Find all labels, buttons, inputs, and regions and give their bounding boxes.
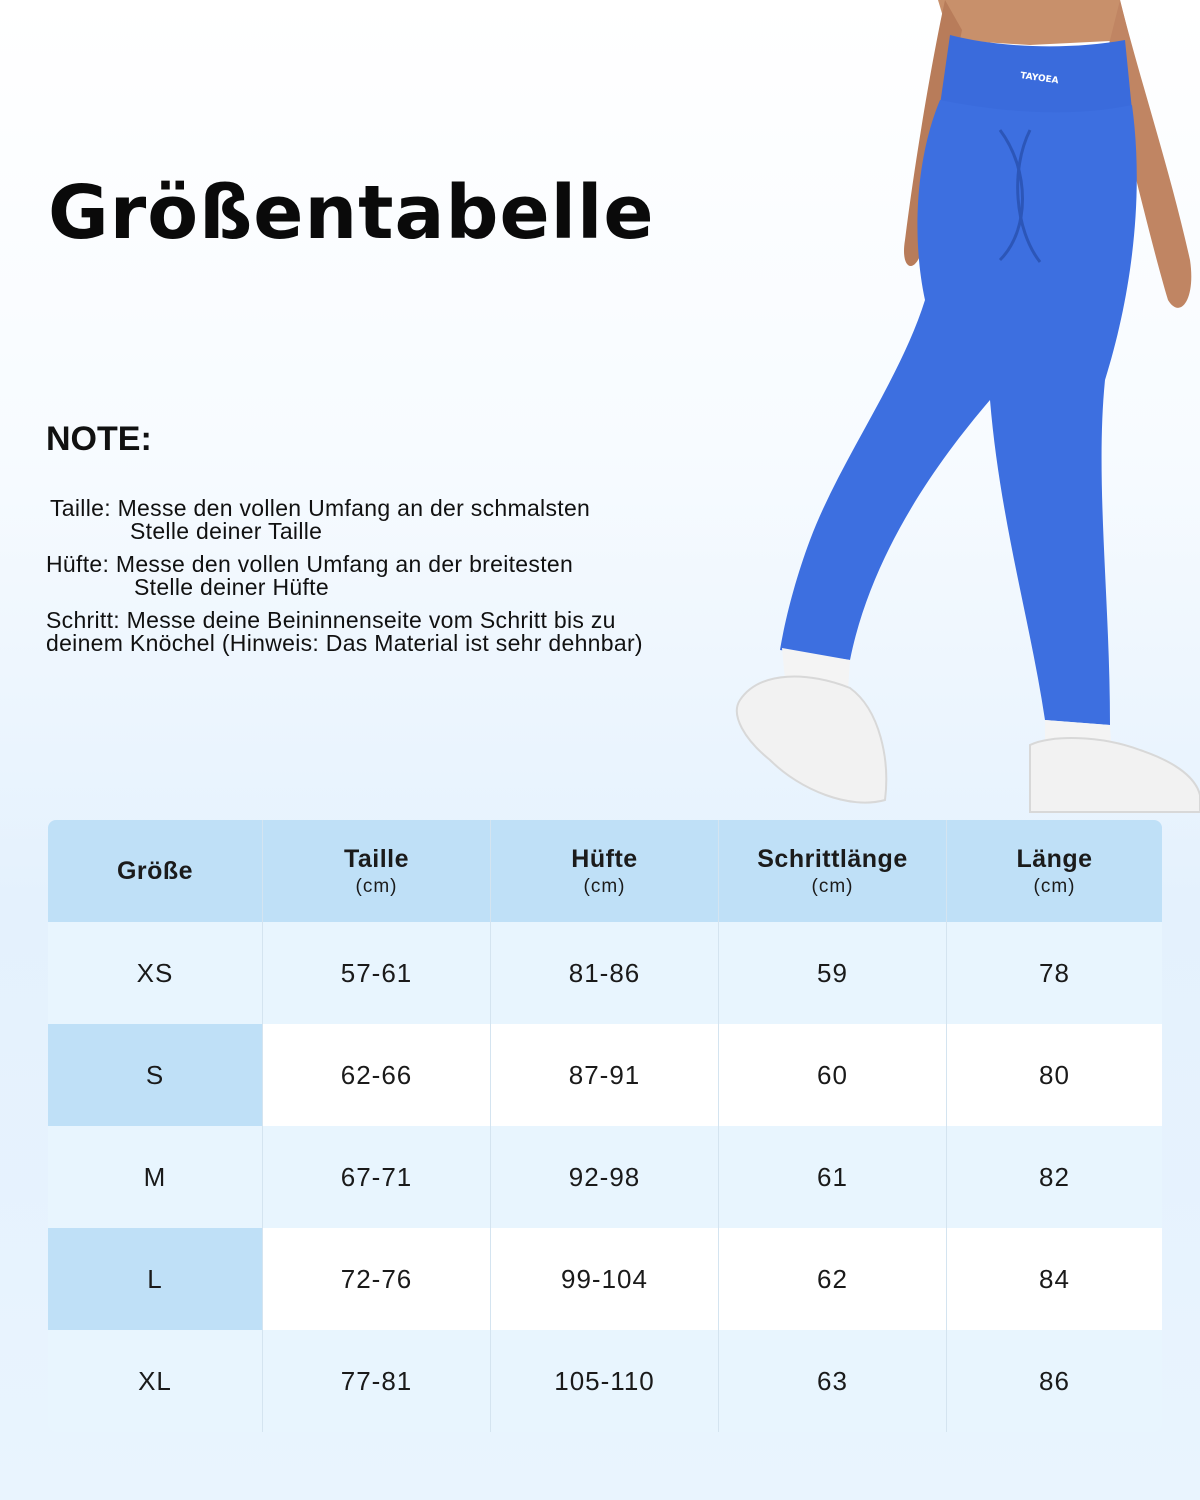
sneaker <box>737 677 886 803</box>
table-cell: 72-76 <box>263 1228 491 1330</box>
size-cell: XS <box>48 922 263 1024</box>
table-row <box>48 922 1162 1024</box>
page-title: Größentabelle <box>48 170 655 256</box>
table-cell: 60 <box>719 1024 947 1126</box>
size-cell: XL <box>48 1330 263 1432</box>
table-cell: 59 <box>719 922 947 1024</box>
header-cell <box>48 820 263 922</box>
header-label: Größe <box>116 856 194 885</box>
table-cell: 77-81 <box>263 1330 491 1432</box>
note-line: Stelle deiner Hüfte <box>134 574 329 600</box>
note-line: Stelle deiner Taille <box>130 518 323 544</box>
note-line: Schritt: Messe deine Beininnenseite vom Schritt bis zu <box>46 607 616 633</box>
header-label: Taille <box>343 844 410 873</box>
table-cell: 67-71 <box>263 1126 491 1228</box>
header-unit: (cm) <box>583 875 626 897</box>
table-cell: 92-98 <box>491 1126 719 1228</box>
table-cell: 63 <box>719 1330 947 1432</box>
table-row <box>48 1126 1162 1228</box>
torso <box>938 0 1130 45</box>
note-line: Hüfte: Messe den vollen Umfang an der breitesten <box>46 551 574 577</box>
table-cell: 87-91 <box>491 1024 719 1126</box>
table-cell: 78 <box>1039 957 1070 988</box>
size-table <box>48 820 1162 1432</box>
header-cell <box>263 820 491 922</box>
note-heading: NOTE: <box>46 420 152 458</box>
table-cell: 99-104 <box>491 1228 719 1330</box>
note-line: Taille: Messe den vollen Umfang an der schmalsten <box>50 495 591 521</box>
header-label: Länge <box>1016 844 1093 873</box>
size-cell: M <box>48 1126 263 1228</box>
table-cell: 80 <box>1039 1059 1070 1090</box>
model-illustration <box>700 0 1200 820</box>
sneaker <box>1030 738 1200 812</box>
table-cell: 81-86 <box>491 922 719 1024</box>
note-taille <box>50 497 790 543</box>
header-unit: (cm) <box>1033 875 1076 897</box>
leggings <box>780 100 1137 725</box>
table-cell: 57-61 <box>263 922 491 1024</box>
table-cell: 105-110 <box>491 1330 719 1432</box>
table-cell: 84 <box>1039 1263 1070 1294</box>
table-row <box>48 1228 1162 1330</box>
header-unit: (cm) <box>811 875 854 897</box>
table-cell: 82 <box>1039 1161 1070 1192</box>
note-line: deinem Knöchel (Hinweis: Das Material ist sehr dehnbar) <box>46 630 643 656</box>
table-cell: 62 <box>719 1228 947 1330</box>
table-cell: 61 <box>719 1126 947 1228</box>
note-schritt <box>46 609 786 655</box>
table-header-row <box>48 820 1162 922</box>
table-row <box>48 1330 1162 1432</box>
header-label: Schrittlänge <box>757 844 908 873</box>
size-cell: L <box>48 1228 263 1330</box>
note-huefte <box>46 553 786 599</box>
table-cell: 62-66 <box>263 1024 491 1126</box>
brand-logo: TAYOEA <box>1019 71 1060 87</box>
header-cell <box>719 820 947 922</box>
header-label: Hüfte <box>571 844 638 873</box>
header-cell <box>947 820 1162 922</box>
table-cell: 86 <box>1039 1365 1070 1396</box>
header-unit: (cm) <box>355 875 398 897</box>
size-cell: S <box>48 1024 263 1126</box>
table-row <box>48 1024 1162 1126</box>
header-cell <box>491 820 719 922</box>
